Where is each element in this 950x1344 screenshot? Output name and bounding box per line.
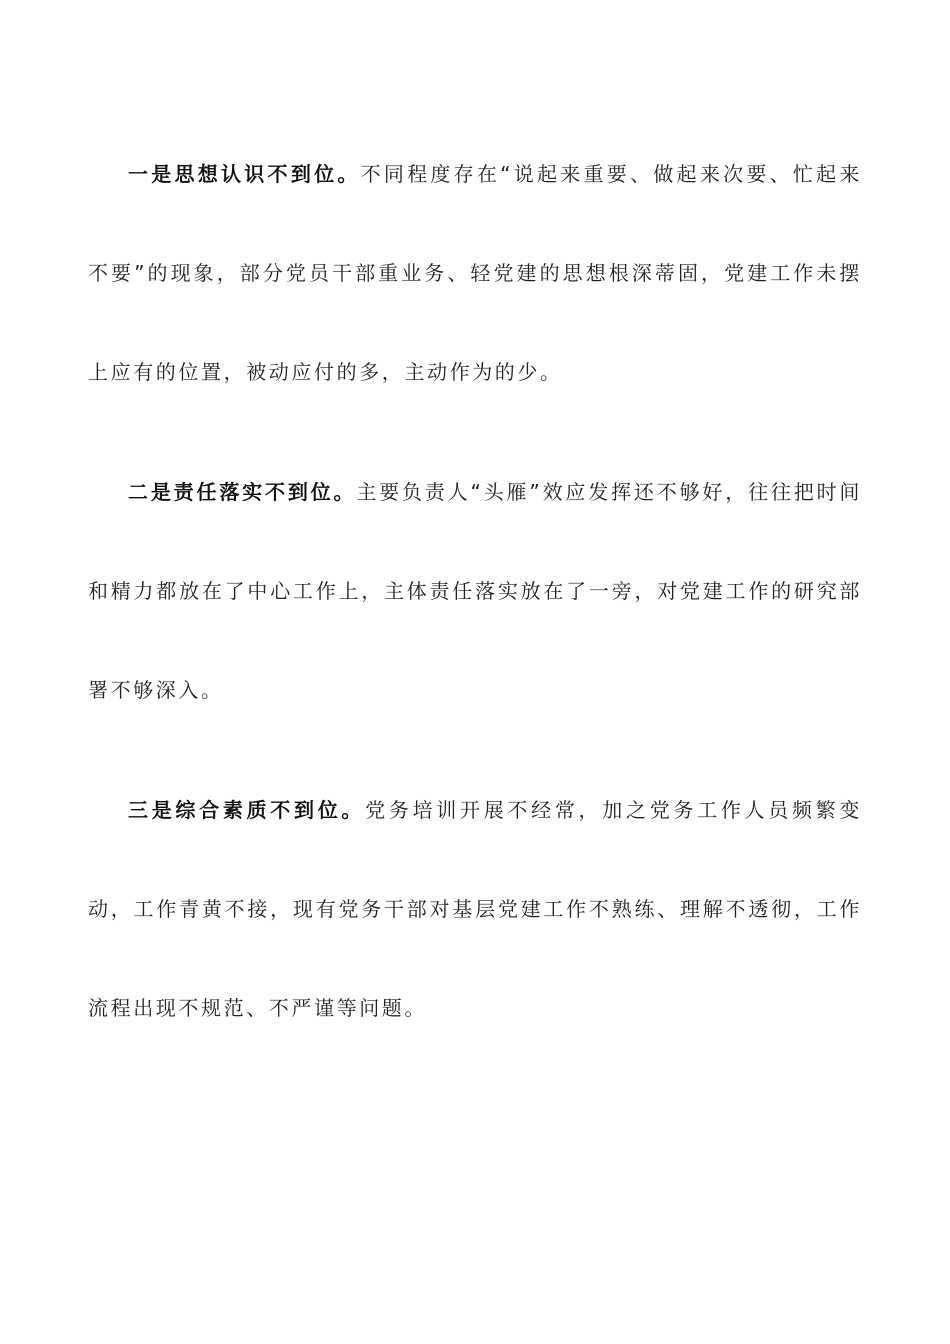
paragraph-lead: 三是综合素质不到位。 [128, 798, 366, 822]
paragraph-quality [88, 761, 862, 1058]
paragraph-text: 不同程度存在“说起来重要、做起来次要、忙起来不要”的现象，部分党员干部重业务、轻党建的思想根深蒂固，党建工作未摆上应有的位置，被动应付的多，主动作为的少。 [88, 162, 862, 384]
paragraph-lead: 二是责任落实不到位。 [128, 480, 357, 504]
paragraph-thinking [88, 125, 862, 422]
paragraph-text: 党务培训开展不经常，加之党务工作人员频繁变动，工作青黄不接，现有党务干部对基层党建工作不熟练、理解不透彻，工作流程出现不规范、不严谨等问题。 [88, 798, 863, 1020]
document-body [88, 125, 862, 1079]
paragraph-lead: 一是思想认识不到位。 [128, 162, 361, 186]
paragraph-text: 主要负责人“头雁”效应发挥还不够好，往往把时间和精力都放在了中心工作上，主体责任落实放在了一旁，对党建工作的研究部署不够深入。 [88, 480, 863, 702]
paragraph-responsibility [88, 443, 862, 740]
